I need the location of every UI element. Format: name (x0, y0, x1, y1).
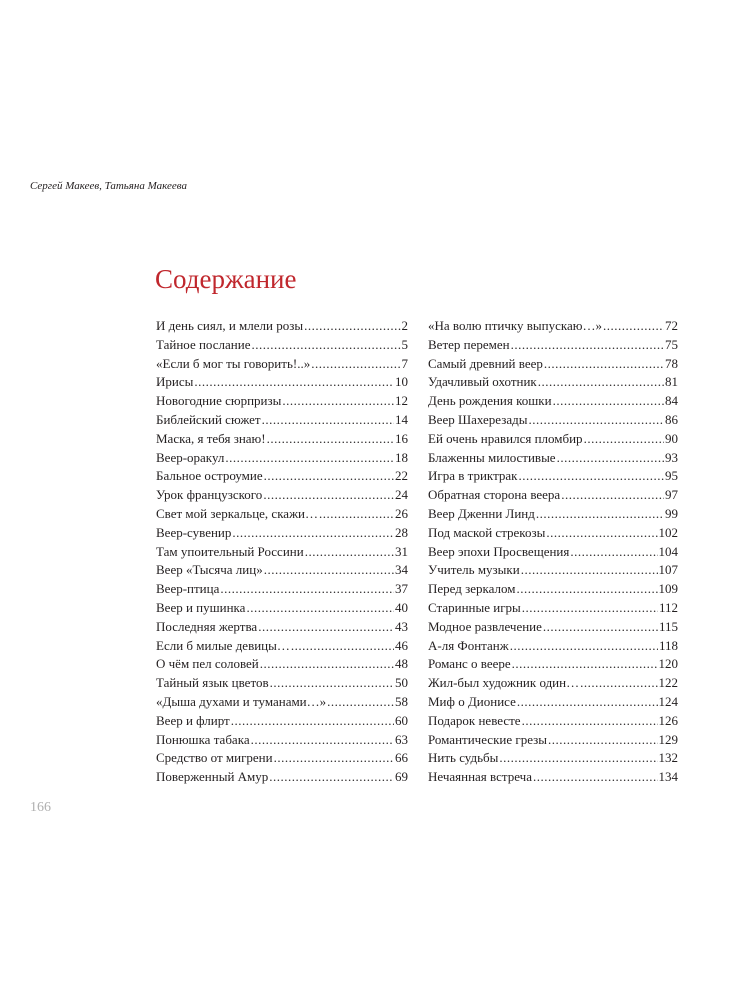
dot-leader (521, 562, 658, 578)
dot-leader (282, 393, 394, 409)
toc-entry-page: 115 (658, 618, 678, 634)
dot-leader (536, 506, 664, 522)
toc-entry-title: Веер и пушинка (156, 599, 246, 615)
toc-entry-page: 75 (665, 336, 678, 352)
toc-entry-page: 31 (395, 543, 408, 559)
dot-leader (311, 356, 400, 372)
toc-entry-page: 84 (665, 393, 678, 409)
toc-entry-page: 2 (401, 318, 408, 333)
toc-entry-page: 90 (665, 430, 678, 446)
toc-entry-page: 95 (665, 468, 678, 484)
toc-entry-page: 86 (665, 411, 678, 427)
toc-entry-page: 126 (658, 712, 678, 728)
toc-entry-title: Средство от мигрени (156, 750, 273, 766)
toc-entry (428, 356, 678, 375)
toc-entry-title: Миф о Дионисе (428, 693, 516, 709)
toc-entry-title: Старинные игры (428, 599, 521, 615)
toc-entry-title: Поверженный Амур (156, 769, 269, 785)
toc-entry (428, 374, 678, 393)
toc-entry-page: 104 (658, 543, 678, 559)
toc-entry (156, 750, 408, 769)
toc-entry (156, 638, 408, 657)
toc-entry (428, 581, 678, 600)
toc-entry-title: Игра в триктрак (428, 468, 518, 484)
toc-entry (156, 393, 408, 412)
dot-leader (580, 675, 657, 691)
dot-leader (327, 694, 394, 710)
toc-entry-title: Бальное остроумие (156, 468, 263, 484)
toc-entry-page: 118 (658, 637, 678, 653)
toc-entry-title: Самый древний веер (428, 355, 543, 371)
dot-leader (220, 581, 394, 597)
toc-entry-page: 132 (658, 750, 678, 766)
toc-entry-page: 63 (395, 731, 408, 747)
toc-entry-title: Если б милые девицы… (156, 637, 290, 653)
dot-leader (231, 713, 394, 729)
toc-entry-page: 102 (658, 524, 678, 540)
toc-entry-title: Библейский сюжет (156, 411, 261, 427)
toc-entry-title: Свет мой зеркальце, скажи… (156, 505, 319, 521)
toc-entry-title: Последняя жертва (156, 618, 258, 634)
dot-leader (232, 525, 394, 541)
toc-entry-page: 28 (395, 524, 408, 540)
toc-entry (428, 732, 678, 751)
toc-entry (428, 337, 678, 356)
toc-entry-title: Учитель музыки (428, 562, 520, 578)
dot-leader (251, 732, 394, 748)
toc-entry (428, 393, 678, 412)
dot-leader (517, 581, 658, 597)
toc-entry (428, 487, 678, 506)
toc-entry-page: 124 (658, 693, 678, 709)
toc-entry (156, 506, 408, 525)
dot-leader (305, 544, 394, 560)
toc-entry-title: Ветер перемен (428, 336, 510, 352)
toc-entry-title: Веер «Тысяча лиц» (156, 562, 263, 578)
toc-entry (156, 374, 408, 393)
toc-entry-title: «Если б мог ты говорить!..» (156, 355, 311, 371)
toc-entry (428, 450, 678, 469)
dot-leader (319, 506, 394, 522)
toc-entry-title: И день сиял, и млели розы (156, 318, 304, 333)
toc-entry-page: 129 (658, 731, 678, 747)
dot-leader (246, 600, 394, 616)
toc-entry-page: 48 (395, 656, 408, 672)
dot-leader (262, 412, 394, 428)
dot-leader (517, 694, 658, 710)
dot-leader (548, 732, 658, 748)
toc-entry-title: Тайный язык цветов (156, 675, 269, 691)
toc-entry-title: Ирисы (156, 374, 194, 390)
toc-entry (428, 468, 678, 487)
toc-entry (428, 506, 678, 525)
toc-entry-title: «На волю птичку выпускаю…» (428, 318, 602, 333)
toc-entry-page: 69 (395, 769, 408, 785)
toc-entry-page: 5 (401, 336, 408, 352)
toc-entry (428, 619, 678, 638)
toc-entry (156, 412, 408, 431)
toc-entry (156, 656, 408, 675)
toc-entry (428, 431, 678, 450)
toc-entry-page: 58 (395, 693, 408, 709)
dot-leader (264, 562, 394, 578)
dot-leader (546, 525, 657, 541)
toc-entry (428, 713, 678, 732)
toc-entry (156, 431, 408, 450)
dot-leader (538, 374, 664, 390)
dot-leader (260, 656, 394, 672)
dot-leader (528, 412, 664, 428)
toc-entry-title: Перед зеркалом (428, 581, 516, 597)
toc-entry (428, 694, 678, 713)
toc-entry-page: 12 (395, 393, 408, 409)
page-title: Содержание (155, 264, 297, 294)
toc-entry-page: 40 (395, 599, 408, 615)
toc-entry (428, 769, 678, 788)
toc-entry-title: Там упоительный Россини (156, 543, 304, 559)
toc-entry-page: 10 (395, 374, 408, 390)
toc-entry-page: 81 (665, 374, 678, 390)
toc-entry (156, 525, 408, 544)
toc-entry-page: 7 (401, 355, 408, 371)
toc-entry-page: 93 (665, 449, 678, 465)
toc-entry-title: День рождения кошки (428, 393, 552, 409)
dot-leader (584, 431, 664, 447)
dot-leader (533, 769, 658, 785)
toc-entry-title: Модное развлечение (428, 618, 542, 634)
dot-leader (522, 713, 658, 729)
toc-column-left (156, 318, 408, 788)
toc-entry-title: Понюшка табака (156, 731, 250, 747)
dot-leader (543, 619, 658, 635)
toc-entry (156, 619, 408, 638)
toc-entry (156, 769, 408, 788)
toc-entry-title: Удачливый охотник (428, 374, 537, 390)
toc-entry-page: 34 (395, 562, 408, 578)
toc-entry-page: 37 (395, 581, 408, 597)
toc-entry (428, 544, 678, 563)
toc-entry-page: 97 (665, 487, 678, 503)
toc-entry-title: «Дыша духами и туманами…» (156, 693, 327, 709)
dot-leader (258, 619, 394, 635)
toc-entry-title: Романс о веере (428, 656, 511, 672)
toc-entry (156, 487, 408, 506)
toc-entry (428, 412, 678, 431)
toc-entry (156, 732, 408, 751)
dot-leader (557, 450, 664, 466)
dot-leader (194, 374, 394, 390)
toc-entry (156, 450, 408, 469)
toc-entry-title: Романтические грезы (428, 731, 547, 747)
dot-leader (304, 318, 400, 334)
toc-entry-title: Подарок невесте (428, 712, 521, 728)
toc-entry (156, 356, 408, 375)
toc-entry-page: 112 (658, 599, 678, 615)
dot-leader (519, 468, 665, 484)
toc-entry-page: 109 (658, 581, 678, 597)
toc-entry (428, 525, 678, 544)
toc-entry-title: Под маской стрекозы (428, 524, 546, 540)
toc-entry (156, 675, 408, 694)
toc-column-right (428, 318, 678, 788)
toc-entry-title: Блаженны милостивые (428, 449, 556, 465)
toc-entry-title: А-ля Фонтанж (428, 637, 509, 653)
toc-entry-page: 107 (658, 562, 678, 578)
toc-entry (428, 318, 678, 337)
page-number: 166 (30, 800, 51, 815)
toc-entry-title: Веер-оракул (156, 449, 225, 465)
dot-leader (251, 337, 400, 353)
dot-leader (264, 468, 394, 484)
dot-leader (603, 318, 664, 334)
toc-entry-title: Веер Шахерезады (428, 411, 528, 427)
toc-entry-page: 60 (395, 712, 408, 728)
toc-entry-page: 50 (395, 675, 408, 691)
toc-entry (428, 656, 678, 675)
running-header: Сергей Макеев, Татьяна Макеева (30, 180, 187, 192)
toc-entry (428, 562, 678, 581)
toc-entry-title: Ей очень нравился пломбир (428, 430, 583, 446)
toc-entry-title: Веер и флирт (156, 712, 230, 728)
toc-entry-page: 99 (665, 505, 678, 521)
toc-entry (428, 600, 678, 619)
dot-leader (499, 750, 657, 766)
toc-entry-page: 22 (395, 468, 408, 484)
toc-entry (156, 713, 408, 732)
toc-entry-page: 122 (658, 675, 678, 691)
toc-entry-page: 43 (395, 618, 408, 634)
toc-entry (428, 675, 678, 694)
toc-entry-title: Нить судьбы (428, 750, 499, 766)
dot-leader (267, 431, 394, 447)
toc-entry (156, 337, 408, 356)
dot-leader (522, 600, 658, 616)
toc-entry-page: 120 (658, 656, 678, 672)
toc-entry-page: 46 (395, 637, 408, 653)
toc-entry-title: Урок французского (156, 487, 263, 503)
toc-entry-title: Веер-птица (156, 581, 220, 597)
toc-entry-title: Тайное послание (156, 336, 251, 352)
toc-entry-page: 14 (395, 411, 408, 427)
toc-entry-title: Обратная сторона веера (428, 487, 561, 503)
toc-entry (156, 600, 408, 619)
dot-leader (570, 544, 657, 560)
dot-leader (561, 487, 664, 503)
toc-entry (428, 750, 678, 769)
toc-entry (156, 694, 408, 713)
toc-entry-title: О чём пел соловей (156, 656, 259, 672)
toc-entry-title: Веер Дженни Линд (428, 505, 535, 521)
toc-entry-page: 134 (658, 769, 678, 785)
dot-leader (553, 393, 664, 409)
toc-entry-title: Веер эпохи Просвещения (428, 543, 570, 559)
toc-entry-title: Веер-сувенир (156, 524, 232, 540)
dot-leader (269, 769, 394, 785)
toc-entry (428, 638, 678, 657)
toc-entry-page: 66 (395, 750, 408, 766)
dot-leader (263, 487, 394, 503)
toc-entry-page: 18 (395, 449, 408, 465)
toc-entry-page: 24 (395, 487, 408, 503)
toc-entry-title: Нечаянная встреча (428, 769, 532, 785)
toc-entry (156, 544, 408, 563)
toc-entry-title: Маска, я тебя знаю! (156, 430, 266, 446)
dot-leader (270, 675, 394, 691)
dot-leader (510, 638, 658, 654)
toc-entry-title: Жил-был художник один… (428, 675, 580, 691)
toc-entry-page: 26 (395, 505, 408, 521)
toc-entry-page: 78 (665, 355, 678, 371)
toc-entry-page: 16 (395, 430, 408, 446)
dot-leader (274, 750, 394, 766)
dot-leader (291, 638, 394, 654)
dot-leader (544, 356, 664, 372)
toc-entry-page: 72 (665, 318, 678, 333)
toc-entry-title: Новогодние сюрпризы (156, 393, 282, 409)
dot-leader (511, 337, 664, 353)
dot-leader (225, 450, 394, 466)
toc-entry (156, 468, 408, 487)
toc-entry (156, 562, 408, 581)
dot-leader (512, 656, 658, 672)
toc-entry (156, 318, 408, 337)
toc-entry (156, 581, 408, 600)
